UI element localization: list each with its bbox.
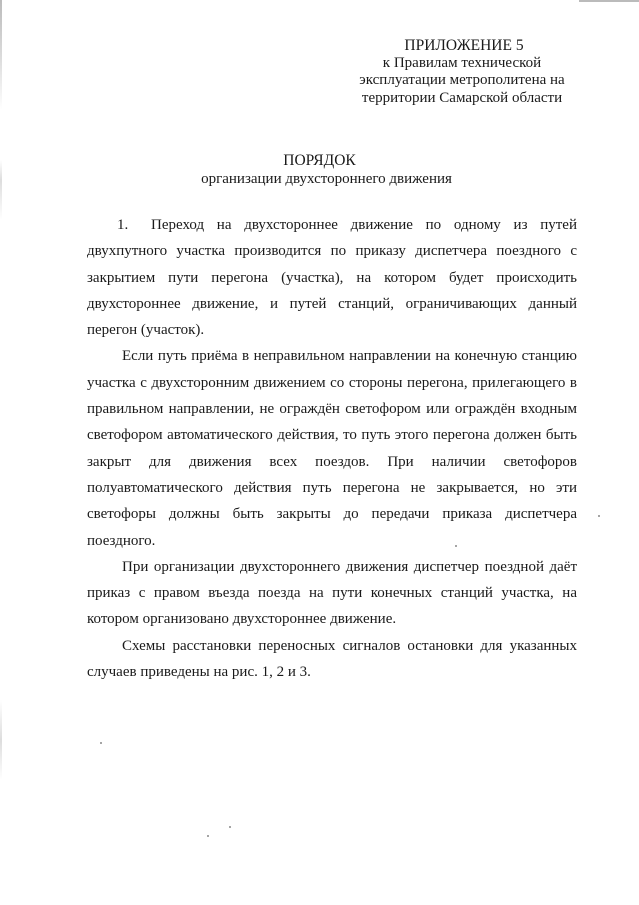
appendix-line: территории Самарской области xyxy=(361,89,563,106)
scan-speck xyxy=(229,826,231,828)
paragraph-2: Если путь приёма в неправильном направлении на конечную станцию участка с двухсторонним движением со стороны перегона, прилегающего в правильном направлении, не ограждён светофором или ограждён входным светофором автоматического действия, то путь этого перегона должен быть закрыт для движения всех поездов. При наличии светофоров полуавтоматического действия путь перегона не закрывается, но эти светофоры должны быть закрыты до передачи приказа диспетчера поездного. xyxy=(87,348,577,549)
document-title: ПОРЯДОК xyxy=(283,152,356,169)
appendix-title: ПРИЛОЖЕНИЕ 5 xyxy=(404,37,524,54)
appendix-line: эксплуатации метрополитена на xyxy=(359,72,565,88)
scan-speck xyxy=(598,515,600,517)
paragraph-text: Переход на двухстороннее движение по одному из путей двухпутного участка производится по приказу диспетчера поездного с закрытием пути перегона (участка), на котором будет происходить двухстороннее движение, и путей станций, ограничивающих данный перегон (участок). xyxy=(87,217,577,339)
appendix-header xyxy=(352,37,572,107)
scan-speck xyxy=(207,835,209,837)
scan-edge-left xyxy=(0,0,2,905)
scan-speck xyxy=(455,545,457,547)
paragraph-4: Схемы расстановки переносных сигналов остановки для указанных случаев приведены на рис. 1, 2 и 3. xyxy=(87,637,577,681)
document-subtitle: организации двухстороннего движения xyxy=(201,171,452,187)
scan-speck xyxy=(100,742,102,744)
paragraph-3: При организации двухстороннего движения диспетчер поездной даёт приказ с правом въезда поезда на пути конечных станций участка, на котором организовано двухстороннее движение. xyxy=(87,558,577,628)
paragraph-1 xyxy=(87,212,577,343)
scan-edge-top xyxy=(579,0,639,2)
appendix-line: к Правилам технической xyxy=(382,54,542,71)
document-body xyxy=(87,212,577,685)
paragraph-number: 1. xyxy=(117,217,129,233)
